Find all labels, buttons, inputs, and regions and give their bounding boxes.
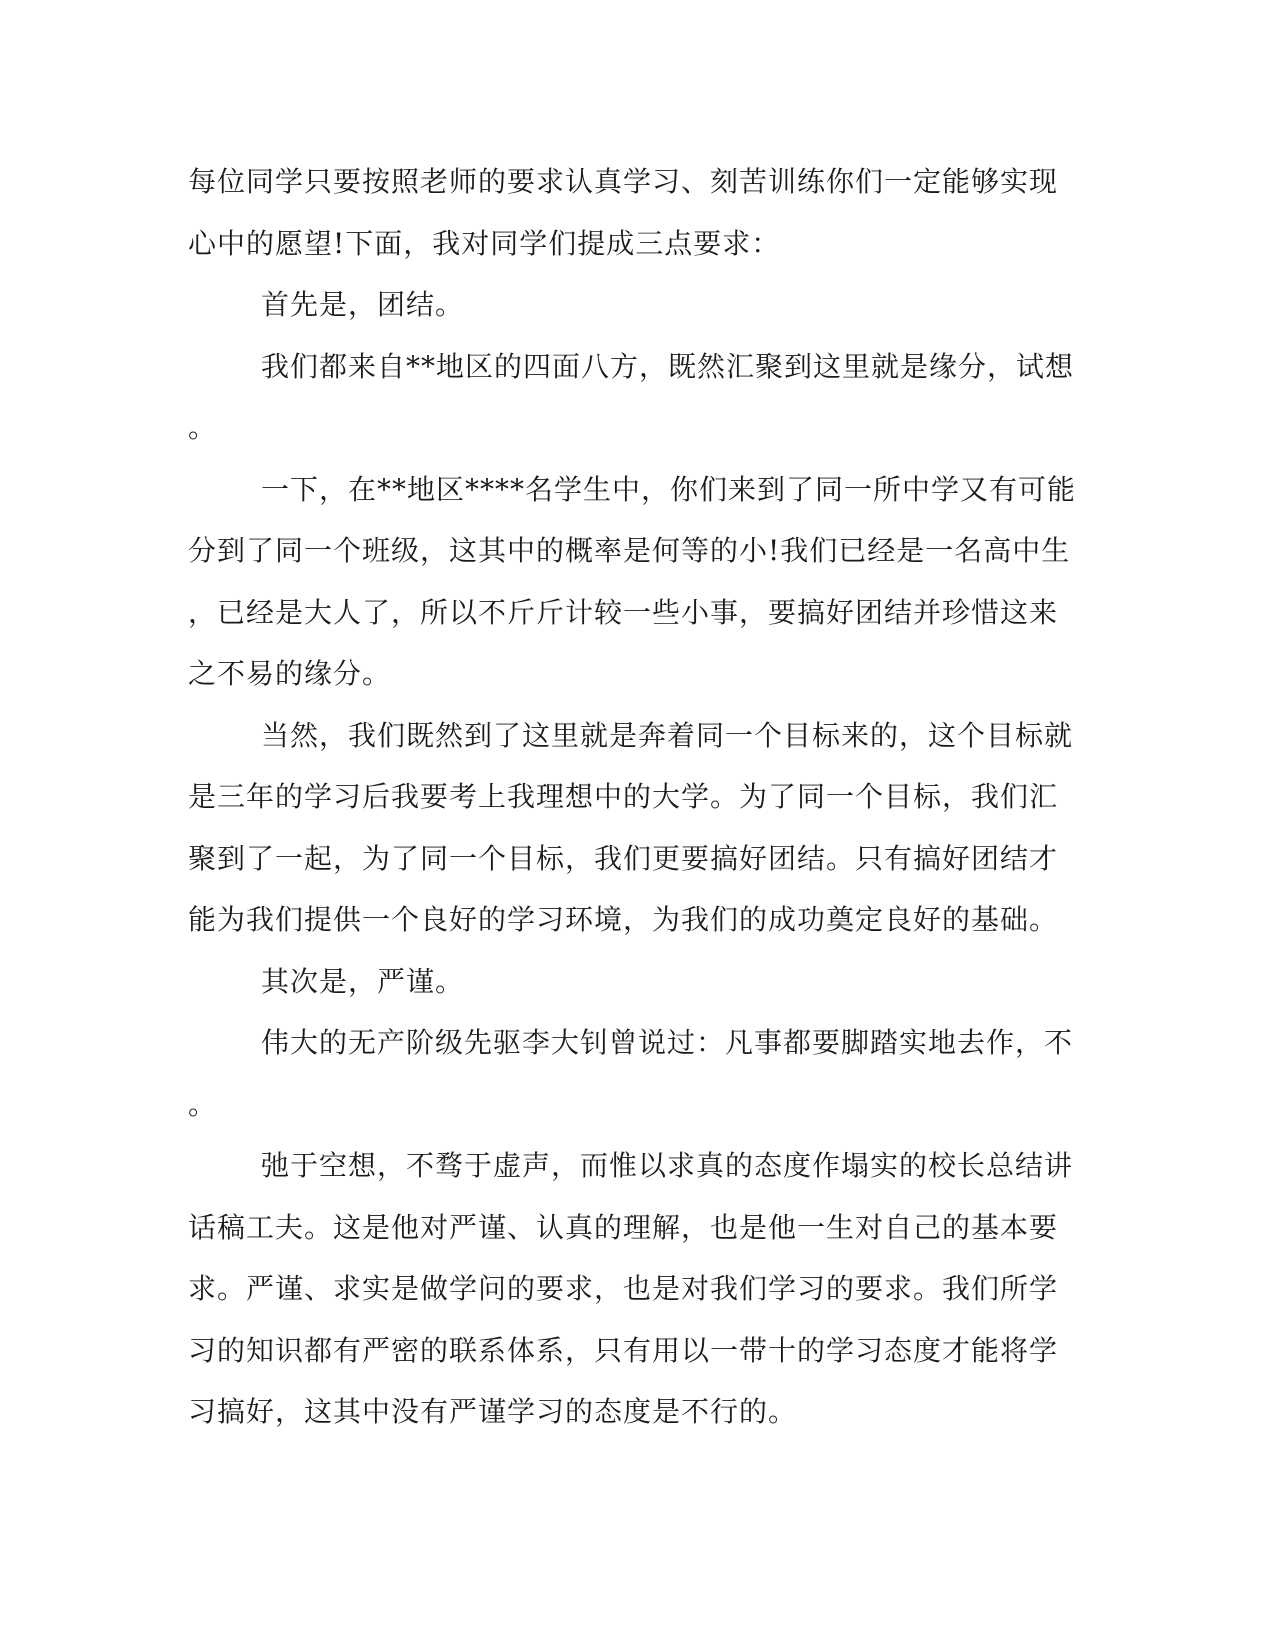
text-line: 。 <box>188 411 218 444</box>
text-line: 是三年的学习后我要考上我理想中的大学。为了同一个目标，我们汇 <box>188 780 1059 813</box>
section-heading-rigor: 其次是，严谨。 <box>261 964 465 998</box>
text-line: 。 <box>188 1087 218 1121</box>
text-line: 之不易的缘分。 <box>188 657 392 690</box>
text-line: 习的知识都有严密的联系体系，只有用以一带十的学习态度才能将学 <box>188 1333 1059 1367</box>
text-line: 习搞好，这其中没有严谨学习的态度是不行的。 <box>188 1395 798 1428</box>
text-line: 分到了同一个班级，这其中的概率是何等的小!我们已经是一名高中生 <box>188 534 1071 567</box>
body-text <box>188 162 1088 1454</box>
text-line: 每位同学只要按照老师的要求认真学习、刻苦训练你们一定能够实现 <box>188 165 1059 198</box>
text-line: 伟大的无产阶级先驱李大钊曾说过：凡事都要脚踏实地去作，不 <box>261 1026 1074 1059</box>
text-line: 聚到了一起，为了同一个目标，我们更要搞好团结。只有搞好团结才 <box>188 841 1059 875</box>
text-line: 话稿工夫。这是他对严谨、认真的理解，也是他一生对自己的基本要 <box>188 1210 1059 1244</box>
text-line: 我们都来自**地区的四面八方，既然汇聚到这里就是缘分，试想 <box>261 349 1075 383</box>
text-line: ，已经是大人了，所以不斤斤计较一些小事，要搞好团结并珍惜这来 <box>188 595 1059 629</box>
section-heading-unity: 首先是，团结。 <box>261 288 465 321</box>
text-line: 心中的愿望!下面，我对同学们提成三点要求： <box>188 226 781 260</box>
text-line: 能为我们提供一个良好的学习环境，为我们的成功奠定良好的基础。 <box>188 903 1059 936</box>
text-line: 当然，我们既然到了这里就是奔着同一个目标来的，这个目标就 <box>261 718 1074 752</box>
text-line: 一下，在**地区****名学生中，你们来到了同一所中学又有可能 <box>261 472 1077 506</box>
text-line: 弛于空想，不骛于虚声，而惟以求真的态度作塌实的校长总结讲 <box>261 1149 1074 1182</box>
text-line: 求。严谨、求实是做学问的要求，也是对我们学习的要求。我们所学 <box>188 1272 1059 1305</box>
